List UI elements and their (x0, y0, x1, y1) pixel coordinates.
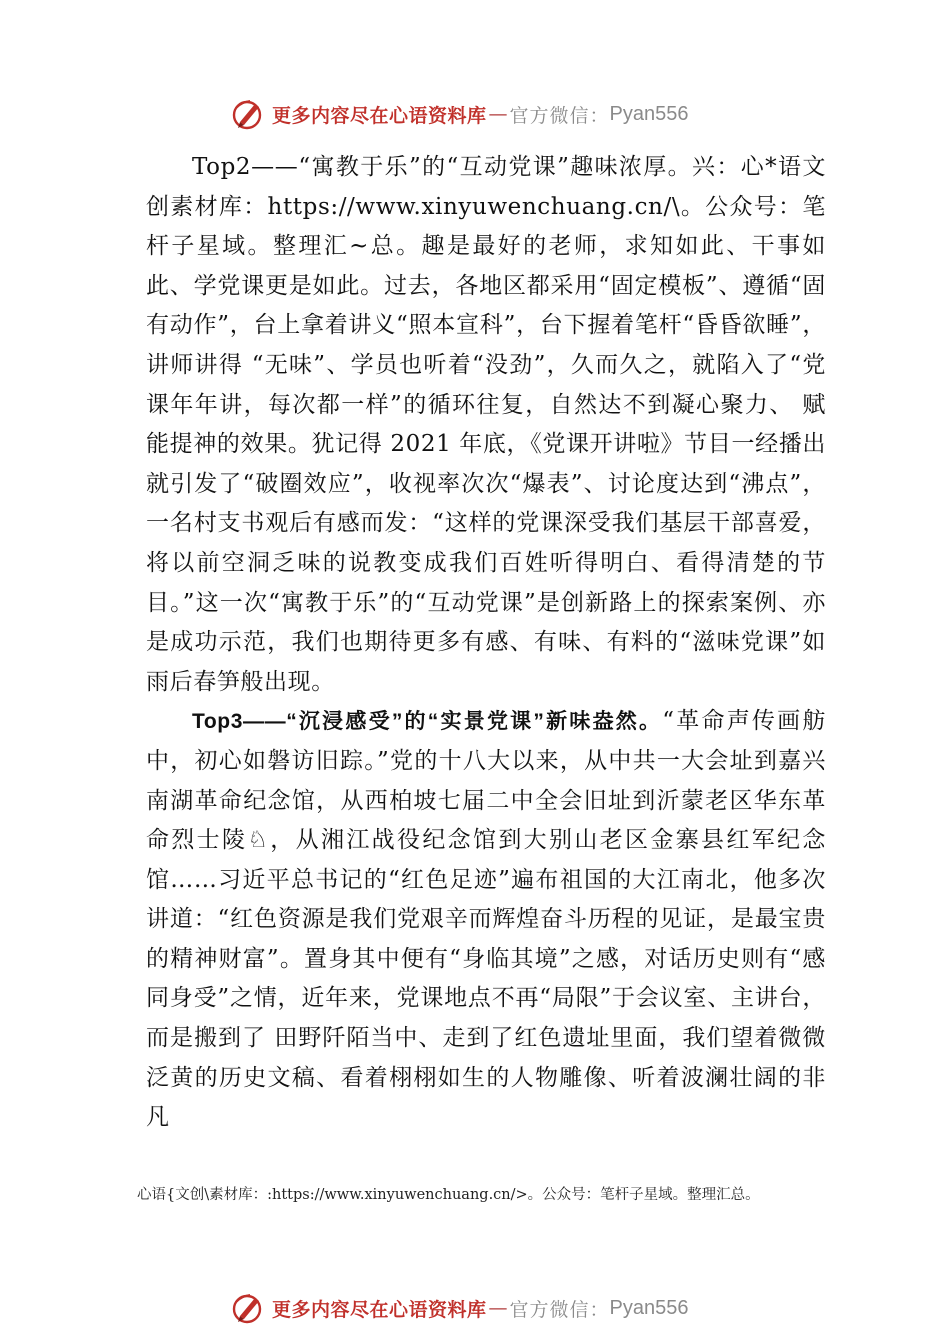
header-banner (228, 92, 689, 136)
footer-banner (228, 1286, 689, 1330)
paragraph-top3 (146, 702, 826, 1138)
paragraph-top2 (146, 148, 826, 702)
paragraph-lead: Top3——“沉浸感受”的“实景党课”新味盎然。 (192, 710, 663, 734)
banner-wechat-id: Pyan556 (609, 102, 689, 125)
pen-logo-icon (228, 1288, 268, 1328)
footer-source-note: 心语{文创\素材库：:https://www.xinyuwenchuang.cn/>。公众号：笔杆子星域。整理汇总。 (137, 1187, 760, 1203)
banner-wechat-label: 官方微信： (509, 1298, 610, 1321)
document-body (146, 148, 826, 1138)
banner-separator: — (488, 1297, 508, 1319)
banner-wechat-id: Pyan556 (609, 1296, 689, 1319)
paragraph-text: Top2——“寓教于乐”的“互动党课”趣味浓厚。兴：心*语文创素材库：https://www.xinyuwenchuang.cn/\。公众号：笔杆子星域。整理汇~总。趣是最好的老师，求知如此、干事如此、学党课更是如此。过去，各地区都采用“固定模板”、遵循“固有动作”，台上拿着讲义“照本宣科”，台下握着笔杆“昏昏欲睡”，讲师讲得 “无味”、学员也听着“没劲”，久而久之，就陷入了“党课年年讲，每次都一样”的循环往复，自然达不到凝心聚力、 赋能提神的效果。犹记得 2021 年底，《党课开讲啦》节目一经播出就引发了“破圈效应”，收视率次次“爆表”、讨论度达到“沸点”，一名村支书观后有感而发：“这样的党课深受我们基层干部喜爱，将以前空洞乏味的说教变成我们百姓听得明白、看得清楚的节目。”这一次“寓教于乐”的“互动党课”是创新路上的探索案例、亦是成功示范，我们也期待更多有感、有味、有料的“滋味党课”如雨后春笋般出现。 (146, 154, 826, 695)
banner-wechat-label: 官方微信： (509, 104, 610, 127)
banner-title: 更多内容尽在心语资料库 (272, 104, 487, 127)
paragraph-text: “革命声传画舫中，初心如磐访旧踪。”党的十八大以来，从中共一大会址到嘉兴南湖革命纪念馆，从西柏坡七届二中全会旧址到沂蒙老区华东革命烈士陵♘，从湘江战役纪念馆到大别山老区金寨县红军纪念馆……习近平总书记的“红色足迹”遍布祖国的大江南北，他多次讲道：“红色资源是我们党艰辛而辉煌奋斗历程的见证，是最宝贵的精神财富”。置身其中便有“身临其境”之感，对话历史则有“感同身受”之情，近年来，党课地点不再“局限”于会议室、主讲台，而是搬到了 田野阡陌当中、走到了红色遗址里面，我们望着微微泛黄的历史文稿、看着栩栩如生的人物雕像、听着波澜壮阔的非凡 (146, 708, 826, 1131)
banner-separator: — (488, 103, 508, 125)
pen-logo-icon (228, 94, 268, 134)
banner-title: 更多内容尽在心语资料库 (272, 1298, 487, 1321)
